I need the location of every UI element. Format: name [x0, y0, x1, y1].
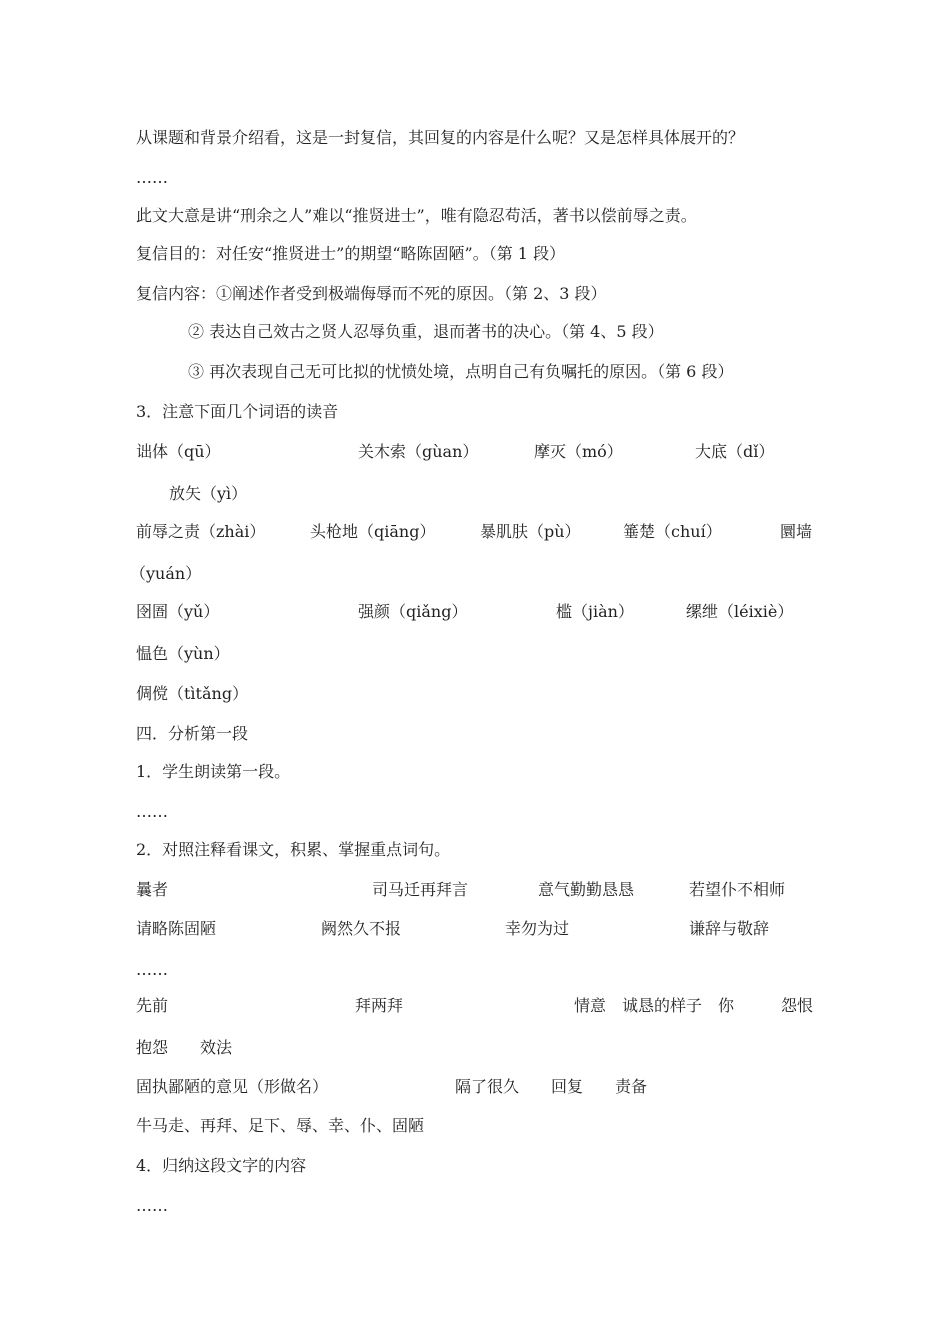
vocab-item: 强颜（qiǎng）: [358, 602, 468, 621]
vocab-item: 圜墙: [780, 522, 813, 541]
vocab-item: 箠楚（chuí）: [623, 522, 722, 541]
ellipsis: ……: [136, 960, 168, 979]
vocab-item: 关木索（gùan）: [358, 442, 479, 461]
ellipsis: ……: [136, 1196, 168, 1215]
vocab-item: 缧绁（léixiè）: [686, 602, 794, 621]
paragraph-content-3: ③ 再次表现自己无可比拟的忧愤处境，点明自己有负嘱托的原因。（第 6 段）: [188, 362, 734, 381]
paragraph-question: 从课题和背景介绍看，这是一封复信，其回复的内容是什么呢？又是怎样具体展开的？: [136, 128, 745, 147]
ellipsis: ……: [136, 168, 168, 187]
step-summarize: 4．归纳这段文字的内容: [136, 1156, 307, 1175]
vocab-item: 愠色（yùn）: [136, 644, 230, 663]
phrase-item: 司马迁再拜言: [372, 880, 469, 899]
phrase-item: 请略陈固陋: [136, 919, 217, 938]
phrase-item: 若望仆不相师: [689, 880, 786, 899]
meaning-item: 抱怨 效法: [136, 1038, 233, 1057]
step-read-aloud: 1．学生朗读第一段。: [136, 762, 291, 781]
section-heading-analysis: 四．分析第一段: [136, 724, 249, 743]
meaning-item: 情意 诚恳的样子 你: [574, 996, 735, 1015]
vocab-item: 头枪地（qiāng）: [310, 522, 436, 541]
paragraph-content-2: ② 表达自己效古之贤人忍辱负重，退而著书的决心。（第 4、5 段）: [188, 322, 664, 341]
meaning-item: 怨恨: [781, 996, 814, 1015]
step-notes: 2．对照注释看课文，积累、掌握重点词句。: [136, 840, 451, 859]
meaning-item: 拜两拜: [355, 996, 404, 1015]
section-heading-pronunciation: 3．注意下面几个词语的读音: [136, 402, 339, 421]
vocab-item: 放矢（yì）: [169, 484, 248, 503]
vocab-item: 摩灭（mó）: [534, 442, 623, 461]
vocab-item-continuation: （yuán）: [130, 564, 202, 583]
phrase-item: 谦辞与敬辞: [689, 919, 770, 938]
paragraph-summary: 此文大意是讲“刑余之人”难以“推贤进士”，唯有隐忍苟活，著书以偿前辱之责。: [136, 206, 697, 225]
meaning-item: 固执鄙陋的意见（形做名）: [136, 1077, 329, 1096]
vocab-item: 槛（jiàn）: [556, 602, 634, 621]
vocab-item: 囹圄（yǔ）: [136, 602, 220, 621]
paragraph-purpose: 复信目的：对任安“推贤进士”的期望“略陈固陋”。（第 1 段）: [136, 244, 566, 263]
vocab-item: 前辱之责（zhài）: [136, 522, 266, 541]
vocab-item: 大底（dǐ）: [695, 442, 775, 461]
honorific-terms: 牛马走、再拜、足下、辱、幸、仆、固陋: [136, 1116, 425, 1135]
vocab-item: 暴肌肤（pù）: [480, 522, 581, 541]
meaning-item: 隔了很久 回复 责备: [455, 1077, 648, 1096]
meaning-item: 先前: [136, 996, 169, 1015]
ellipsis: ……: [136, 802, 168, 821]
paragraph-content-1: 复信内容：①阐述作者受到极端侮辱而不死的原因。（第 2、3 段）: [136, 284, 607, 303]
phrase-item: 曩者: [136, 880, 169, 899]
vocab-item: 诎体（qū）: [136, 442, 221, 461]
phrase-item: 阙然久不报: [321, 919, 402, 938]
phrase-item: 幸勿为过: [505, 919, 570, 938]
vocab-item: 倜傥（tìtǎng）: [136, 684, 249, 703]
phrase-item: 意气勤勤恳恳: [538, 880, 635, 899]
